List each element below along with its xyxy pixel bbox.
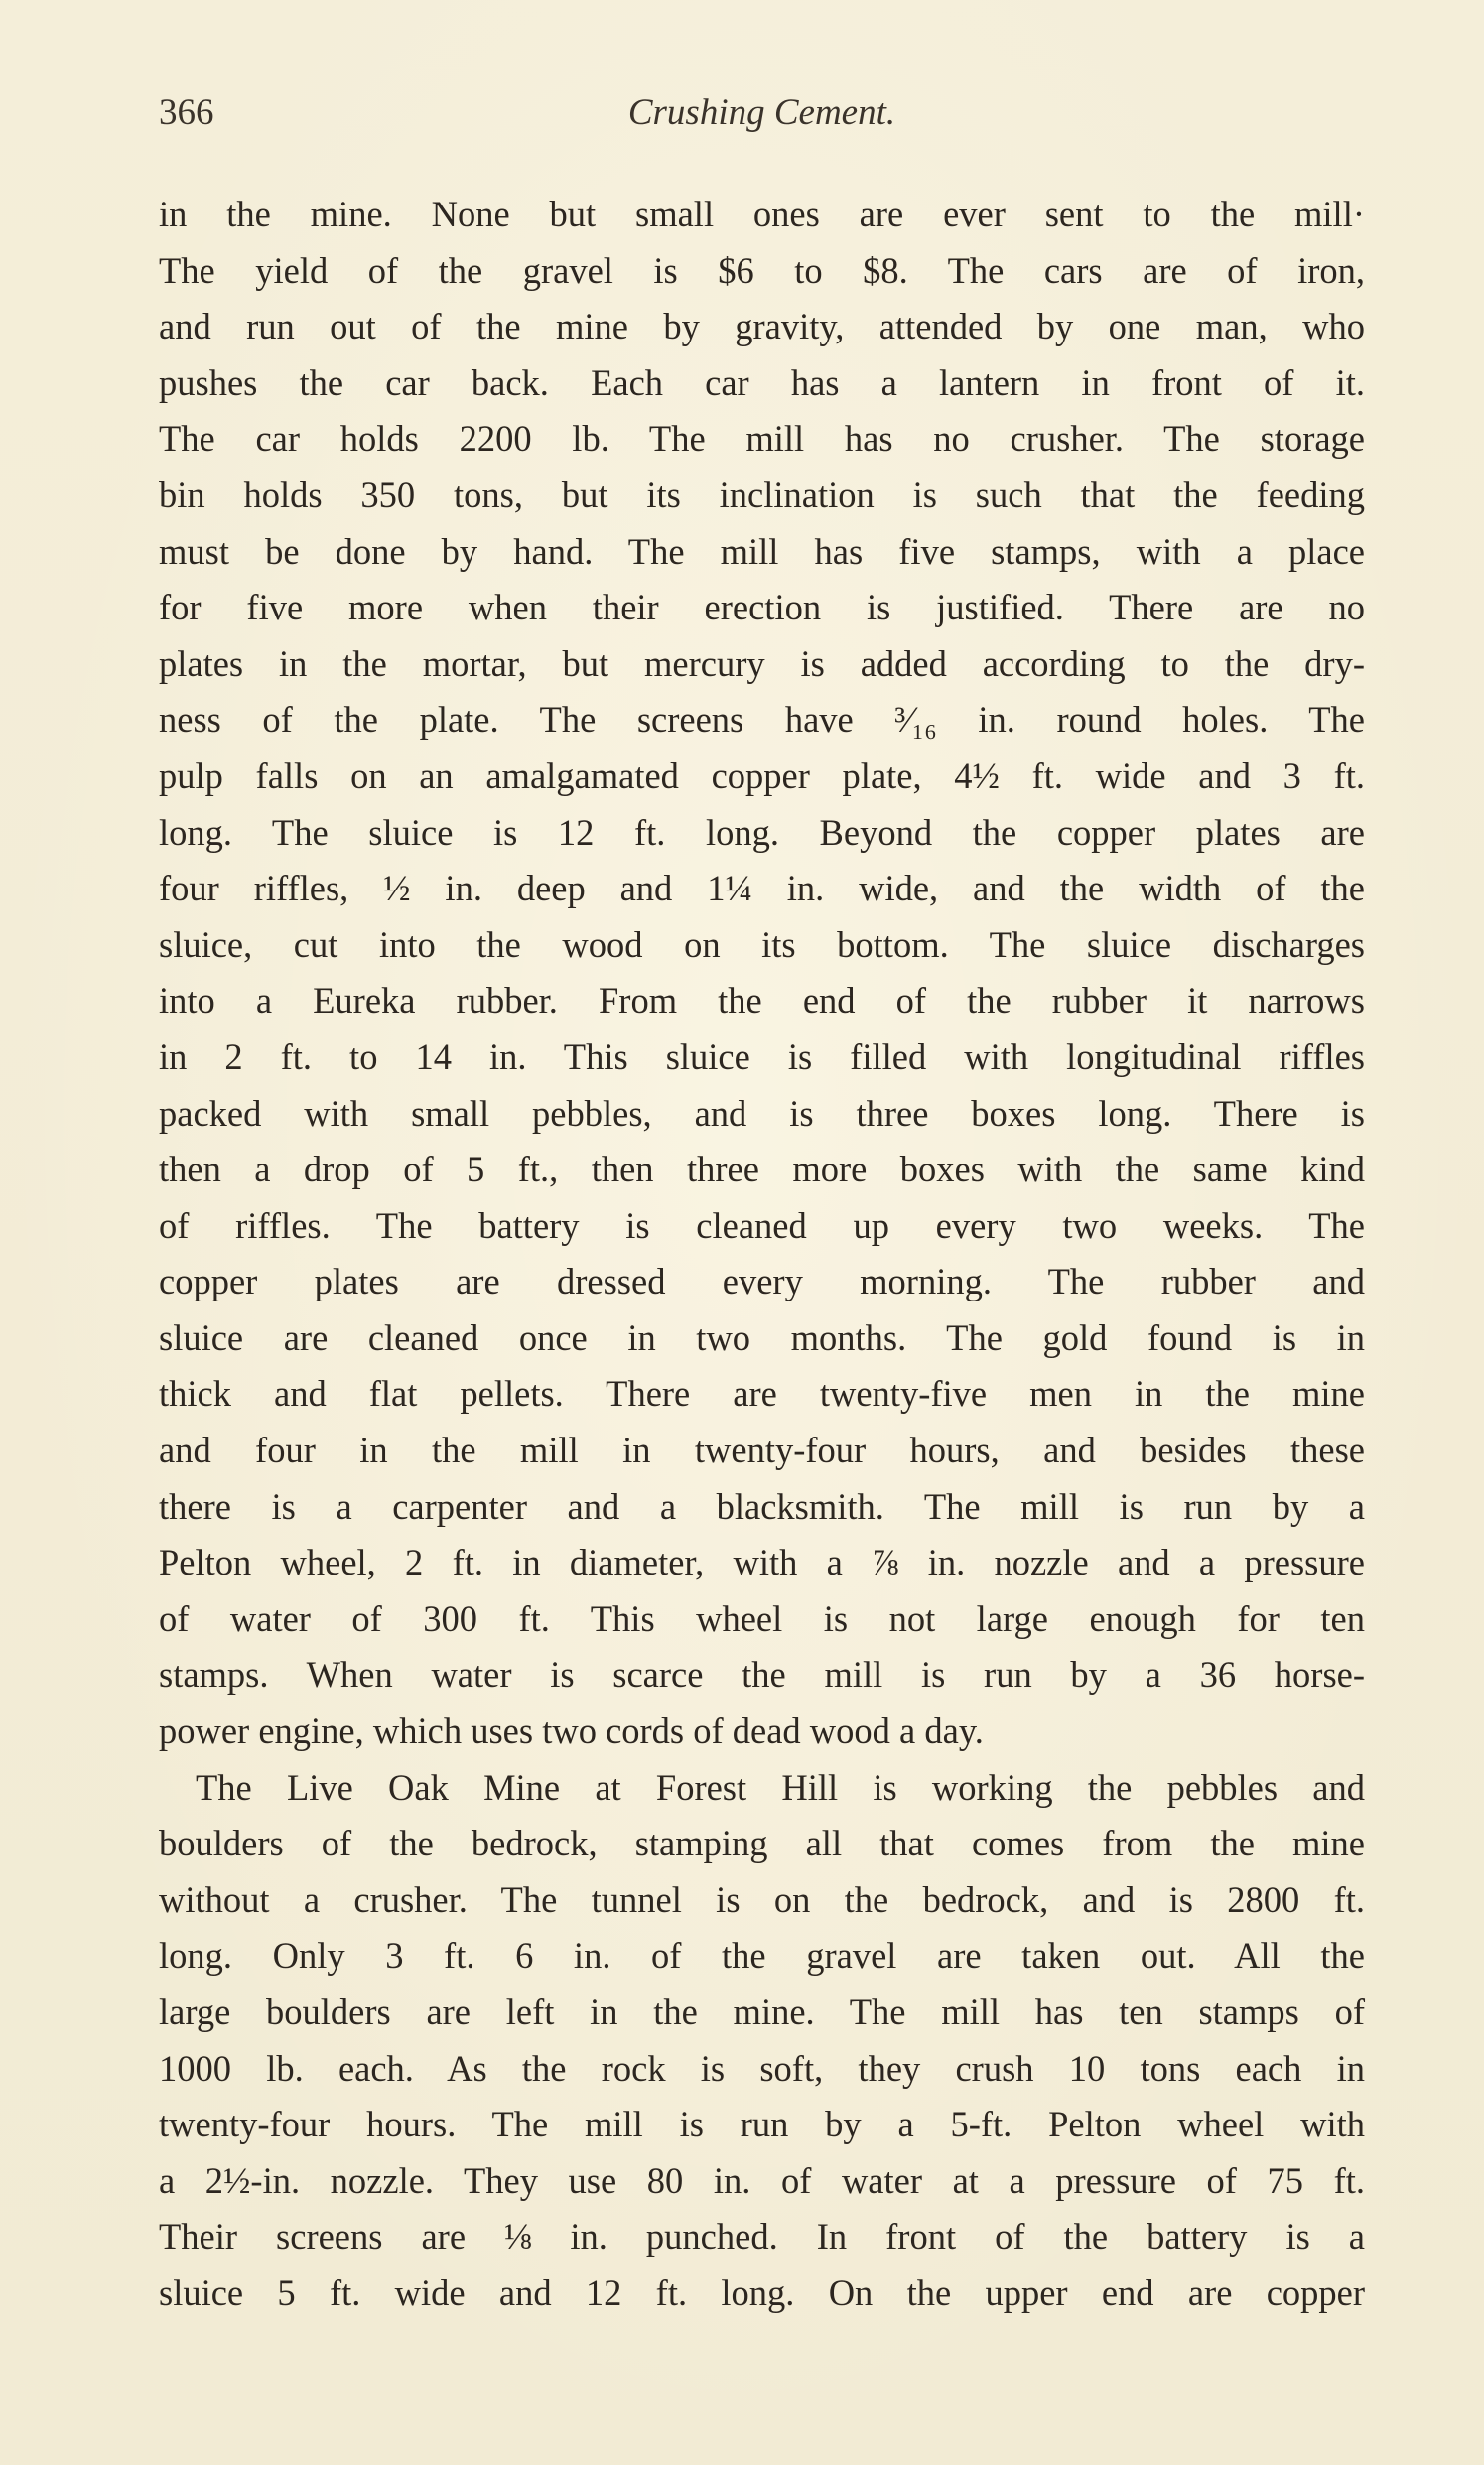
text-line: and run out of the mine by gravity, attended by one man, who xyxy=(159,306,1365,347)
paragraph-1 xyxy=(159,187,1365,1760)
text-line: plates in the mortar, but mercury is added according to the dry- xyxy=(159,642,1365,684)
text-line: packed with small pebbles, and is three boxes long. There is xyxy=(159,1092,1365,1134)
text-line: sluice 5 ft. wide and 12 ft. long. On the upper end are copper xyxy=(159,2271,1365,2313)
page-number: 366 xyxy=(159,92,214,133)
text-line: ness of the plate. The screens have ³⁄₁₆ in. round holes. The xyxy=(159,699,1365,741)
text-line: for five more when their erection is justified. There are no xyxy=(159,587,1365,628)
text-line: power engine, which uses two cords of dead wood a day. xyxy=(159,1711,984,1752)
text-line: in the mine. None but small ones are ever sent to the mill· xyxy=(159,194,1365,234)
text-line: of riffles. The battery is cleaned up every two weeks. The xyxy=(159,1204,1365,1246)
text-line: stamps. When water is scarce the mill is run by a 36 horse- xyxy=(159,1654,1365,1696)
text-line: in 2 ft. to 14 in. This sluice is filled with longitudinal riffles xyxy=(159,1035,1365,1077)
text-line: The car holds 2200 lb. The mill has no crusher. The storage xyxy=(159,418,1365,460)
running-title: Crushing Cement. xyxy=(627,92,896,133)
text-line: sluice are cleaned once in two months. The gold found is in xyxy=(159,1316,1365,1358)
text-line: and four in the mill in twenty-four hours, and besides these xyxy=(159,1430,1365,1471)
text-line: of water of 300 ft. This wheel is not large enough for ten xyxy=(159,1597,1365,1639)
text-line: long. The sluice is 12 ft. long. Beyond the copper plates are xyxy=(159,811,1365,853)
text-line: The yield of the gravel is $6 to $8. The cars are of iron, xyxy=(159,249,1365,291)
text-line: a 2½-in. nozzle. They use 80 in. of water at a pressure of 75 ft. xyxy=(159,2159,1365,2201)
text-line: bin holds 350 tons, but its inclination is such that the feeding xyxy=(159,474,1365,515)
text-line: long. Only 3 ft. 6 in. of the gravel are taken out. All the xyxy=(159,1935,1365,1977)
paragraph-2 xyxy=(159,1760,1365,2322)
page-header xyxy=(159,91,1365,141)
text-line: thick and flat pellets. There are twenty-five men in the mine xyxy=(159,1373,1365,1415)
text-line: sluice, cut into the wood on its bottom. The sluice discharges xyxy=(159,923,1365,965)
text-line: boulders of the bedrock, stamping all that comes from the mine xyxy=(159,1823,1365,1864)
text-line: The Live Oak Mine at Forest Hill is working the pebbles and xyxy=(196,1766,1365,1808)
text-line: large boulders are left in the mine. The mill has ten stamps of xyxy=(159,1991,1365,2032)
text-line: Pelton wheel, 2 ft. in diameter, with a ⅞ in. nozzle and a pressure xyxy=(159,1542,1365,1583)
text-line: without a crusher. The tunnel is on the bedrock, and is 2800 ft. xyxy=(159,1878,1365,1920)
text-line: 1000 lb. each. As the rock is soft, they crush 10 tons each in xyxy=(159,2047,1365,2089)
text-line: there is a carpenter and a blacksmith. The mill is run by a xyxy=(159,1485,1365,1527)
text-line: twenty-four hours. The mill is run by a 5-ft. Pelton wheel with xyxy=(159,2104,1365,2145)
text-line: copper plates are dressed every morning. The rubber and xyxy=(159,1261,1365,1302)
text-line: then a drop of 5 ft., then three more boxes with the same kind xyxy=(159,1149,1365,1190)
text-line: Their screens are ⅛ in. punched. In front of the battery is a xyxy=(159,2216,1365,2258)
text-line: pushes the car back. Each car has a lantern in front of it. xyxy=(159,361,1365,403)
text-line: four riffles, ½ in. deep and 1¼ in. wide, and the width of the xyxy=(159,868,1365,909)
body-text xyxy=(159,187,1365,2322)
text-line: pulp falls on an amalgamated copper plate, 4½ ft. wide and 3 ft. xyxy=(159,754,1365,796)
text-line: must be done by hand. The mill has five stamps, with a place xyxy=(159,530,1365,572)
text-line: into a Eureka rubber. From the end of the rubber it narrows xyxy=(159,980,1365,1022)
